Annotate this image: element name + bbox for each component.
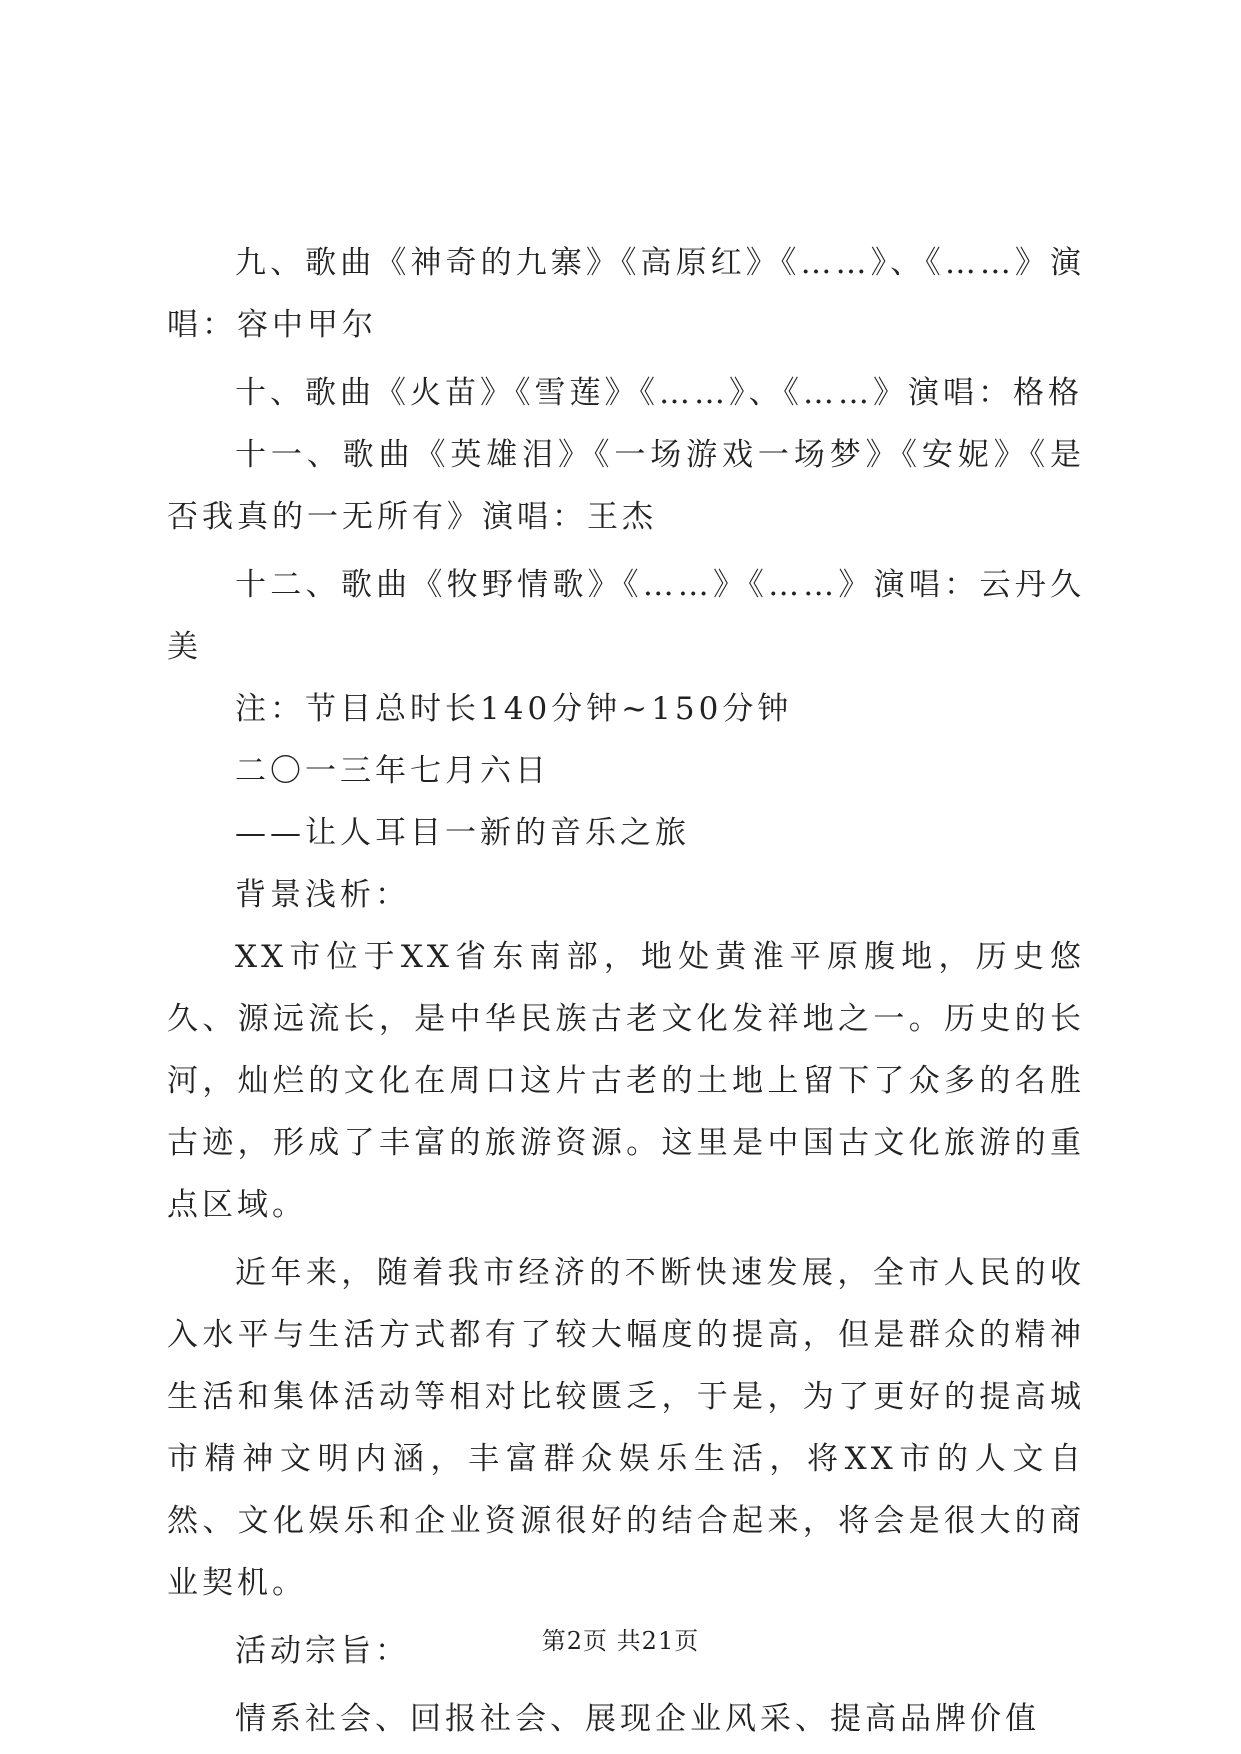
page-number-footer: 第2页 共21页 [541, 1627, 700, 1655]
paragraph-background-heading: 背景浅析： [235, 877, 410, 913]
paragraph-purpose: 情系社会、回报社会、展现企业风采、提高品牌价值 [235, 1701, 1040, 1737]
paragraph-program-10: 十、歌曲《火苗》《雪莲》《……》、《……》演唱：格格 [235, 375, 1083, 411]
paragraph-program-9: 九、歌曲《神奇的九寨》《高原红》《……》、《……》演唱：容中甲尔 [167, 245, 1085, 343]
paragraph-purpose-heading: 活动宗旨： [235, 1633, 410, 1669]
document-body [167, 232, 1085, 1750]
paragraph-date: 二〇一三年七月六日 [235, 753, 550, 789]
paragraph-subtitle: ——让人耳目一新的音乐之旅 [235, 815, 690, 851]
paragraph-note-duration: 注：节目总时长140分钟~150分钟 [235, 691, 793, 727]
paragraph-background-2: 近年来，随着我市经济的不断快速发展，全市人民的收入水平与生活方式都有了较大幅度的提高，但是群众的精神生活和集体活动等相对比较匮乏，于是，为了更好的提高城市精神文明内涵，丰富群众娱乐生活，将XX市的人文自然、文化娱乐和企业资源很好的结合起来，将会是很大的商业契机。 [167, 1255, 1085, 1601]
paragraph-program-11: 十一、歌曲《英雄泪》《一场游戏一场梦》《安妮》《是否我真的一无所有》演唱：王杰 [167, 437, 1085, 535]
paragraph-program-12: 十二、歌曲《牧野情歌》《……》《……》演唱：云丹久美 [167, 567, 1085, 665]
paragraph-background-1: XX市位于XX省东南部，地处黄淮平原腹地，历史悠久、源远流长，是中华民族古老文化发祥地之一。历史的长河，灿烂的文化在周口这片古老的土地上留下了众多的名胜古迹，形成了丰富的旅游资源。这里是中国古文化旅游的重点区域。 [167, 939, 1085, 1223]
